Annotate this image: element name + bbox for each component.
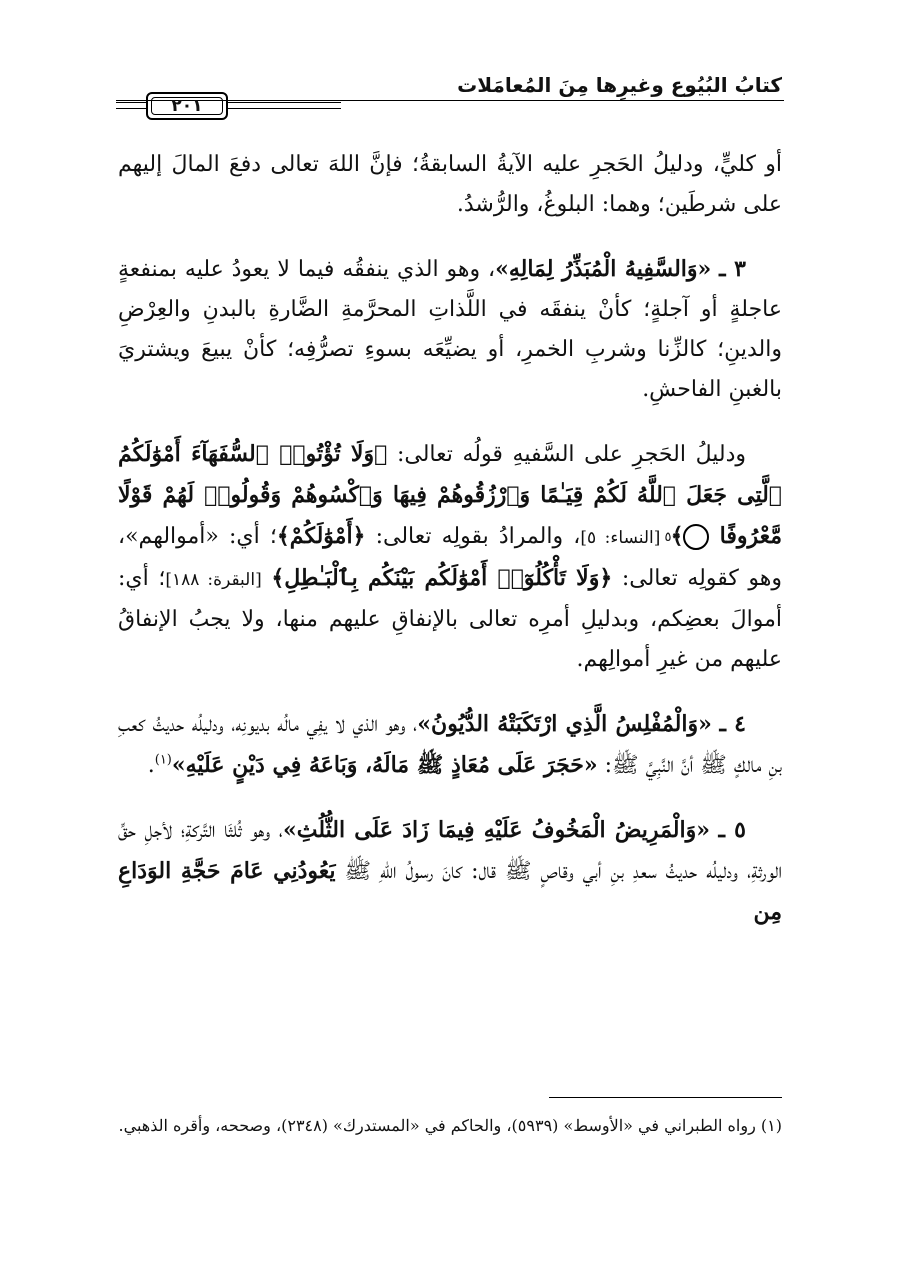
verse-reference: [النساء: ٥] [580, 528, 661, 548]
hadith-text: «حَجَرَ عَلَى مُعَاذٍ ﷺ مَالَهُ، وَبَاعَهُ فِي دَيْنٍ عَلَيْهِ» [171, 752, 598, 778]
page-number: ٢٠١ [171, 96, 203, 116]
double-rule-left [116, 102, 146, 109]
verse-number-icon: ٥ [683, 524, 709, 550]
quran-word: ﴿أَمْوَٰلَكُمْ﴾ [276, 523, 366, 549]
item-number: ٤ ـ [719, 711, 746, 737]
hadith-text: يَعُودُنِي عَامَ حَجَّةِ الوَدَاعِ مِن [118, 858, 782, 925]
main-text [118, 145, 782, 957]
matn-text: «وَالْمَرِيضُ الْمَخُوفُ عَلَيْهِ فِيمَا زَادَ عَلَى الثُّلُثِ» [282, 817, 710, 843]
item-number: ٣ ـ [719, 256, 746, 282]
paragraph-3 [118, 434, 782, 680]
paragraph-text: ، وهو الذي لا يفِي مالُه بديونِه، ودليلُه حديثُ كعبِ بنِ مالكٍ ﷺ أنَّ النَّبِيَّ ﷺ: [118, 712, 782, 778]
page-header [116, 70, 784, 130]
paragraph-1 [118, 145, 782, 225]
paragraph-text: أو كليٍّ، ودليلُ الحَجرِ عليه الآيةُ السابقةُ؛ فإنَّ اللهَ تعالى دفعَ المالَ إليهم على شرطَين؛ وهما: البلوغُ، والرُّشدُ. [118, 152, 782, 217]
paragraph-text: . [147, 753, 155, 778]
paragraph-text: ؛ أي: أموالَ بعضِكم، وبدليلِ أمرِه تعالى بالإنفاقِ عليهم منها، ولا يجبُ الإنفاقُ عليهم من غيرِ أموالِهم. [118, 566, 782, 672]
page-number-box [146, 92, 228, 120]
footnote-text: رواه الطبراني في «الأوسط» (٥٩٣٩)، والحاكم في «المستدرك» (٢٣٤٨)، وصححه، وأقره الذهبي. [118, 1116, 756, 1135]
paragraph-text: ، وهو الذي ينفقُه فيما لا يعودُ عليه بمنفعةٍ عاجلةٍ أو آجلةٍ؛ كأنْ ينفقَه في اللَّذاتِ المحرَّمةِ الضَّارةِ بالبدنِ والعِرْضِ والدينِ؛ كالزِّنا وشربِ الخمرِ، أو يضيِّعَه بسوءِ تصرُّفِه؛ كأنْ يبيعَ ويشتريَ بالغبنِ الفاحشِ. [118, 257, 782, 402]
paragraph-2 [118, 249, 782, 410]
matn-text: «وَالسَّفِيهُ الْمُبَذِّرُ لِمَالِهِ» [495, 256, 712, 282]
footnote-separator [549, 1097, 782, 1098]
paragraph-text: ودليلُ الحَجرِ على السَّفيهِ قولُه تعالى: [387, 442, 747, 467]
paragraph-text: ، والمرادُ بقولِه تعالى: [365, 524, 581, 549]
matn-text: «وَالْمُفْلِسُ الَّذِي ارْتَكَبَتْهُ الدُّيُونُ» [417, 711, 712, 737]
quran-verse: ﴿وَلَا تُؤْتُوا۟ ٱلسُّفَهَآءَ أَمْوَٰلَكُمُ ٱلَّتِى جَعَلَ ٱللَّهُ لَكُمْ قِيَـٰمًا وَٱرْزُقُوهُمْ فِيهَا وَٱكْسُوهُمْ وَقُولُوا۟ لَهُمْ قَوْلًا مَّعْرُوفًا [118, 441, 783, 549]
quran-verse-close: ﴾ [670, 523, 684, 549]
footnote-marker[interactable]: (١) [154, 752, 172, 768]
paragraph-5 [118, 810, 782, 933]
double-rule-right [228, 102, 341, 109]
item-number: ٥ ـ [718, 817, 746, 843]
quran-verse: ﴿وَلَا تَأْكُلُوٓا۟ أَمْوَٰلَكُم بَيْنَكُم بِٱلْبَـٰطِلِ﴾ [271, 565, 613, 591]
paragraph-text: ؛ أي: «أموالهم»، وهو كقولِه تعالى: [118, 524, 783, 591]
running-title: كتابُ البُيُوع وغيرِها مِنَ المُعامَلات [457, 73, 782, 97]
verse-reference: [البقرة: ١٨٨] [165, 570, 262, 590]
paragraph-4 [118, 704, 782, 786]
footnote [118, 1111, 782, 1141]
paragraph-text: ، وهو ثُلثَا التَّركةِ؛ لأجلِ حقِّ الورثةِ، ودليلُه حديثُ سعدِ بنِ أبي وقاصٍ ﷺ قال: كانَ رسولُ اللهِ ﷺ [118, 818, 782, 884]
footnote-number: (١) [760, 1116, 782, 1135]
footnotes [118, 1111, 782, 1141]
page-number-frame [116, 92, 341, 124]
